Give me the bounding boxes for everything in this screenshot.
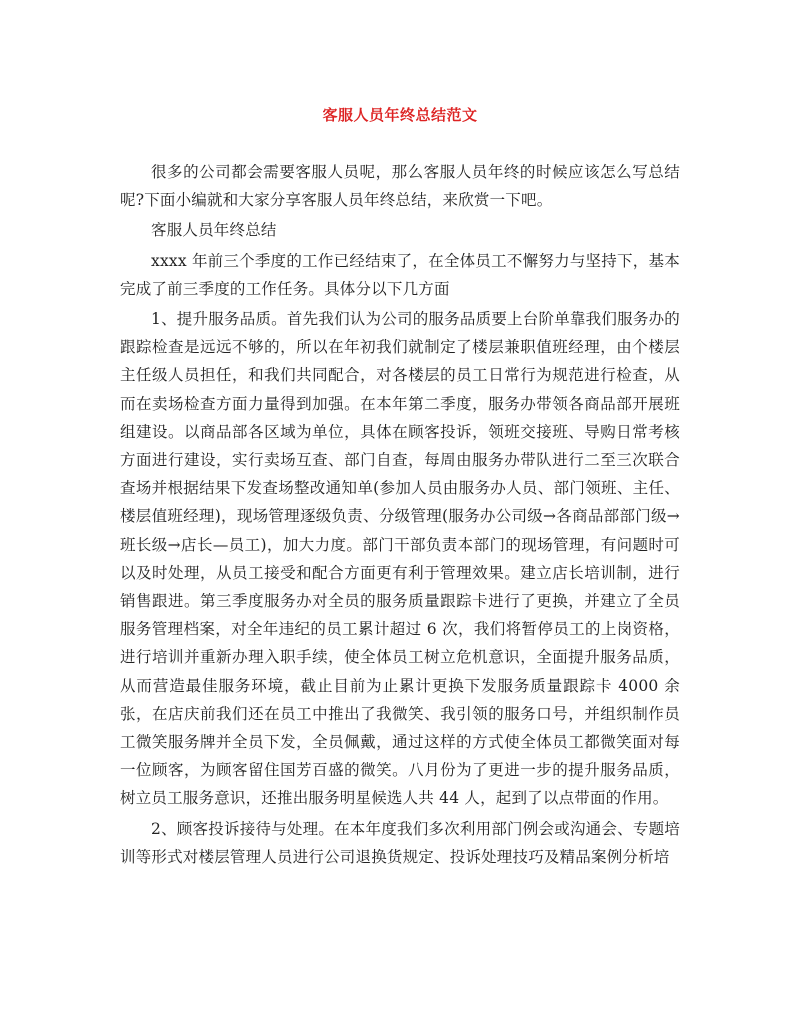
document-title: 客服人员年终总结范文 (322, 106, 478, 124)
complaint-handling-paragraph: 2、顾客投诉接待与处理。在本年度我们多次利用部门例会或沟通会、专题培训等形式对楼层管理人员进行公司退换货规定、投诉处理技巧及精品案例分析培 (120, 819, 680, 866)
summary-paragraph: xxxx 年前三个季度的工作已经结束了，在全体员工不懈努力与坚持下，基本完成了前三季度的工作任务。具体分以下几方面 (120, 251, 680, 298)
intro-paragraph: 很多的公司都会需要客服人员呢，那么客服人员年终的时候应该怎么写总结呢?下面小编就和大家分享客服人员年终总结，来欣赏一下吧。 (120, 163, 680, 210)
section-heading: 客服人员年终总结 (151, 221, 277, 240)
service-quality-paragraph: 1、提升服务品质。首先我们认为公司的服务品质要上台阶单靠我们服务办的跟踪检查是远远不够的，所以在年初我们就制定了楼层兼职值班经理，由个楼层主任级人员担任，和我们共同配合，对各楼层的员工日常行为规范进行检查，从而在卖场检查方面力量得到加强。在本年第二季度，服务办带领各商品部开展班组建设。以商品部各区域为单位，具体在顾客投诉，领班交接班、导购日常考核方面进行建设，实行卖场互查、部门自查，每周由服务办带队进行二至三次联合查场并根据结果下发查场整改通知单(参加人员由服务办人员、部门领班、主任、楼层值班经理)，现场管理逐级负责、分级管理(服务办公司级→各商品部部门级→班长级→店长—员工)，加大力度。部门干部负责本部门的现场管理，有问题时可以及时处理，从员工接受和配合方面更有利于管理效果。建立店长培训制，进行销售跟进。第三季度服务办对全员的服务质量跟踪卡进行了更换，并建立了全员服务管理档案，对全年违纪的员工累计超过 6 次，我们将暂停员工的上岗资格，进行培训并重新办理入职手续，使全体员工树立危机意识，全面提升服务品质，从而营造最佳服务环境，截止目前为止累计更换下发服务质量跟踪卡 4000 余张，在店庆前我们还在员工中推出了我微笑、我引领的服务口号，并组织制作员工微笑服务牌并全员下发，全员佩戴，通过这样的方式使全体员工都微笑面对每一位顾客，为顾客留住国芳百盛的微笑。八月份为了更进一步的提升服务品质，树立员工服务意识，还推出服务明星候选人共 44 人，起到了以点带面的作用。 (120, 310, 680, 808)
document-body (120, 158, 680, 871)
